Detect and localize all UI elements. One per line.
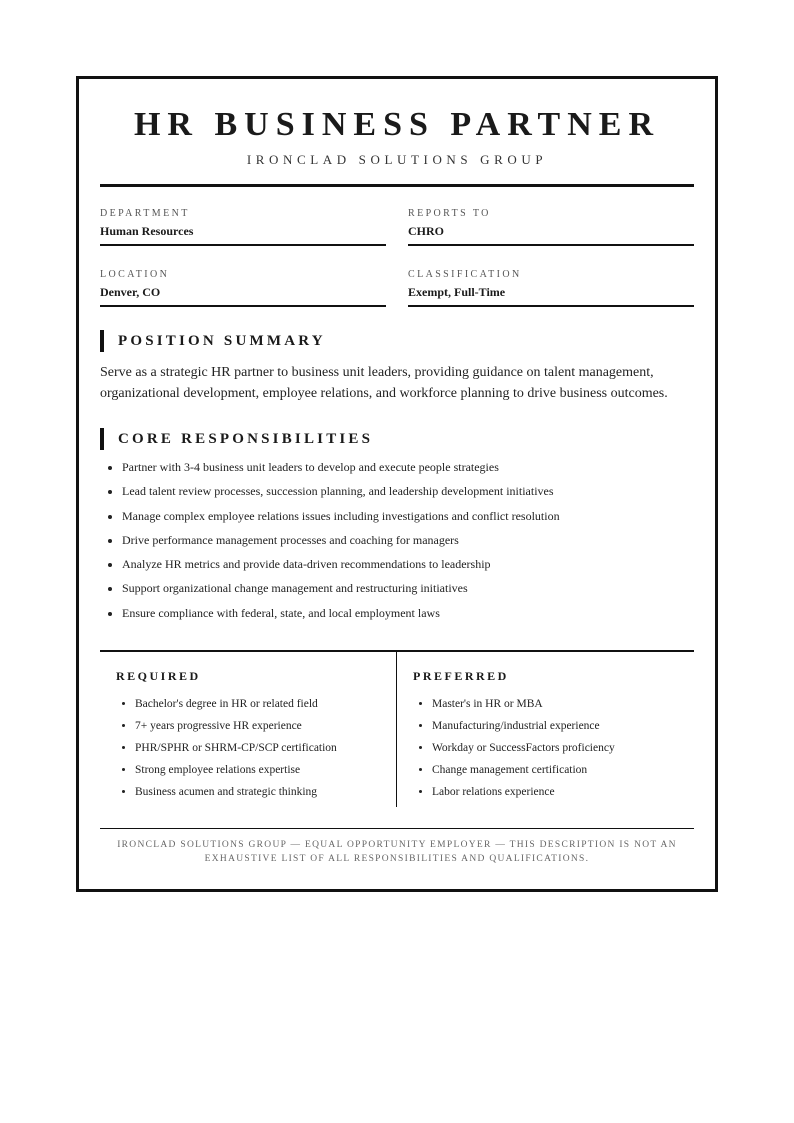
field-value: Denver, CO	[100, 285, 161, 299]
list-item: • Business acumen and strategic thinking	[135, 785, 337, 799]
footer-line-2: EXHAUSTIVE LIST OF ALL RESPONSIBILITIES AND QUALIFICATIONS.	[204, 854, 590, 864]
list-item: • Lead talent review processes, succession planning, and leadership development initiatives	[122, 483, 560, 499]
field-location	[100, 269, 386, 307]
field-value: CHRO	[408, 224, 444, 238]
required-heading: REQUIRED	[116, 669, 201, 683]
required-list	[116, 697, 337, 807]
job-title: HR BUSINESS PARTNER	[133, 106, 661, 143]
header-divider	[100, 184, 694, 187]
list-item: • Drive performance management processes and coaching for managers	[122, 532, 560, 548]
field-label: CLASSIFICATION	[408, 269, 522, 280]
list-item: • Support organizational change management and restructuring initiatives	[122, 580, 560, 596]
list-item: • Labor relations experience	[432, 785, 615, 799]
list-item: • Strong employee relations expertise	[135, 763, 337, 777]
preferred-heading: PREFERRED	[413, 669, 509, 683]
field-reports-to	[408, 208, 694, 246]
list-item: • Manufacturing/industrial experience	[432, 719, 615, 733]
required-qualifications	[100, 652, 397, 807]
footer-disclaimer	[100, 838, 694, 866]
footer-line-1: IRONCLAD SOLUTIONS GROUP — EQUAL OPPORTUNITY EMPLOYER — THIS DESCRIPTION IS NOT AN	[117, 840, 677, 850]
core-responsibilities-heading: CORE RESPONSIBILITIES	[100, 428, 373, 450]
list-item: • Bachelor's degree in HR or related field	[135, 697, 337, 711]
qualifications-table	[100, 650, 694, 807]
field-value: Exempt, Full-Time	[408, 285, 506, 299]
position-summary-text: Serve as a strategic HR partner to business unit leaders, providing guidance on talent management, organizational development, employee relations, and workforce planning to drive business outcomes.	[100, 365, 668, 401]
field-department	[100, 208, 386, 246]
list-item: • 7+ years progressive HR experience	[135, 719, 337, 733]
company-name: IRONCLAD SOLUTIONS GROUP	[246, 152, 548, 167]
field-label: REPORTS TO	[408, 208, 491, 219]
list-item: • Change management certification	[432, 763, 615, 777]
field-label: LOCATION	[100, 269, 170, 280]
position-summary-heading: POSITION SUMMARY	[100, 330, 326, 352]
list-item: • Ensure compliance with federal, state, and local employment laws	[122, 605, 560, 621]
list-item: • Partner with 3-4 business unit leaders to develop and execute people strategies	[122, 459, 560, 475]
list-item: • Workday or SuccessFactors proficiency	[432, 741, 615, 755]
document-content	[100, 79, 694, 889]
list-item: • Analyze HR metrics and provide data-driven recommendations to leadership	[122, 556, 560, 572]
list-item: • Manage complex employee relations issues including investigations and conflict resolution	[122, 508, 560, 524]
list-item: • PHR/SPHR or SHRM-CP/SCP certification	[135, 741, 337, 755]
responsibilities-list	[100, 459, 560, 629]
field-classification	[408, 269, 694, 307]
footer-divider	[100, 828, 694, 829]
field-label: DEPARTMENT	[100, 208, 190, 219]
preferred-list	[413, 697, 615, 807]
preferred-qualifications	[397, 652, 694, 807]
field-value: Human Resources	[100, 224, 194, 238]
list-item: • Master's in HR or MBA	[432, 697, 615, 711]
document-frame	[76, 76, 718, 892]
